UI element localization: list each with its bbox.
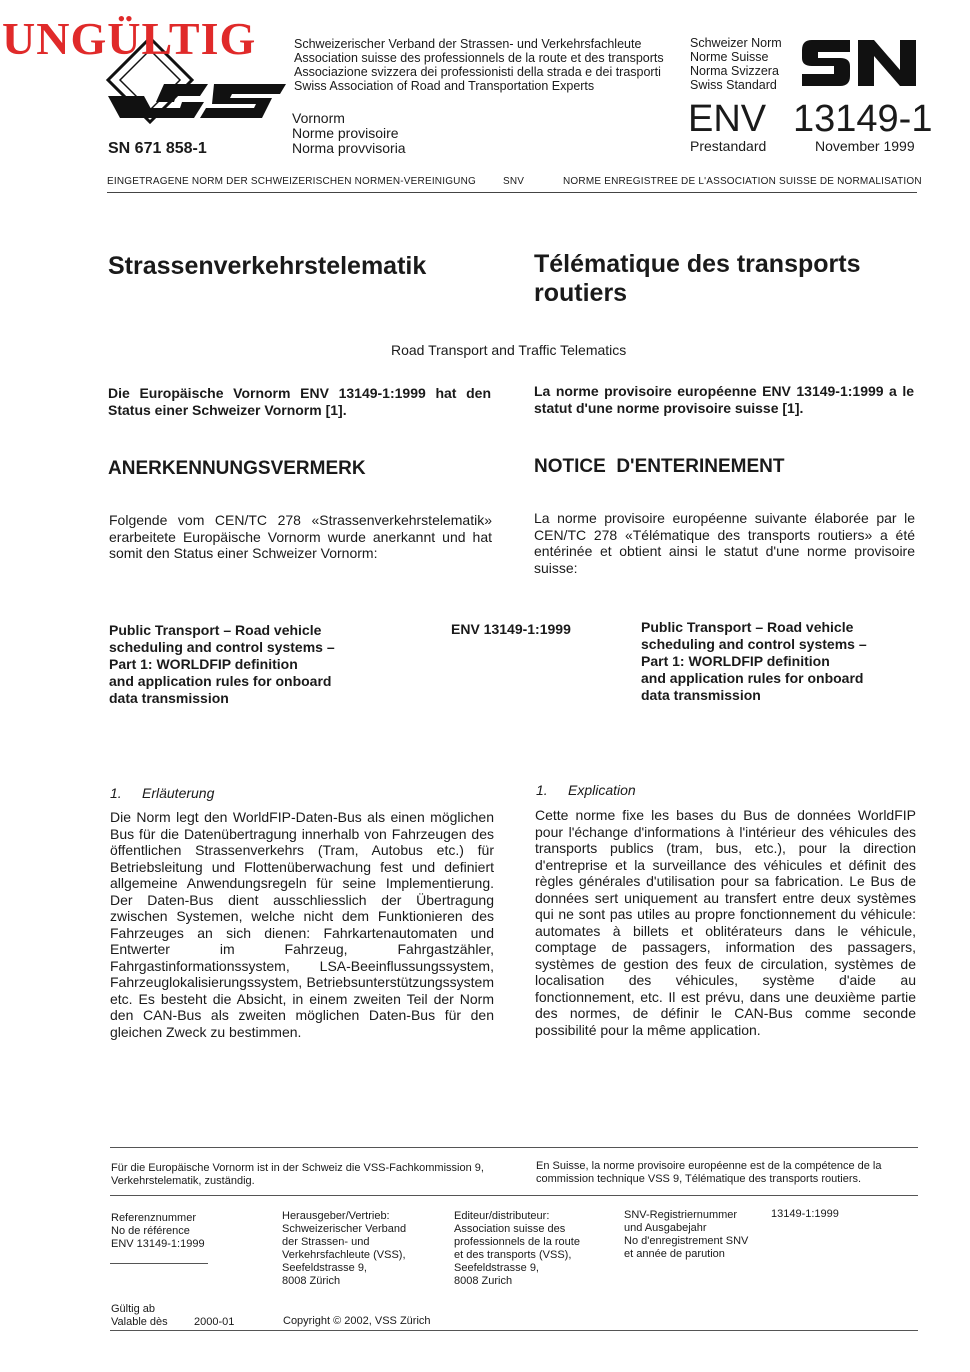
standard-de: Schweizer Norm [690,36,782,50]
valid-from-label: Gültig ab Valable dès [111,1303,168,1328]
valid-from-date: 2000-01 [194,1316,235,1328]
snv-registration-label: SNV-Registriernummer und Ausgabejahr No d'enregistrement SNV et année de parution [624,1209,749,1260]
doc-title-line: and application rules for onboard [109,673,332,689]
registration-snv: SNV [503,176,525,187]
standard-en: Swiss Standard [690,78,777,92]
env-label: ENV [688,98,767,140]
ack-text-french: La norme provisoire européenne suivante élaborée par le CEN/TC 278 «Télématique des transports routiers» a été entérinée et obtient ainsi le statut d'une norme provisoire suisse: [534,510,915,576]
association-line-en: Swiss Association of Road and Transportation Experts [294,79,595,93]
reference-number: Referenznummer No de référence ENV 13149-1:1999 [111,1212,205,1250]
doc-title-line: Part 1: WORLDFIP definition [109,656,298,672]
doc-title-line: Part 1: WORLDFIP definition [641,653,830,669]
doc-title-right [641,619,867,704]
section-heading-french [536,782,636,798]
sn-number: SN 671 858-1 [108,140,207,157]
copyright: Copyright © 2002, VSS Zürich [283,1315,431,1327]
reference-underline [110,1263,208,1264]
status-french: La norme provisoire européenne ENV 13149-1:1999 a le statut d'une norme provisoire suisse [1]. [534,383,914,416]
status-german: Die Europäische Vornorm ENV 13149-1:1999 hat den Status einer Schweizer Vornorm [1]. [108,385,491,418]
section-number: 1. [110,785,122,801]
doc-title-line: scheduling and control systems – [109,639,335,655]
standard-fr: Norme Suisse [690,50,769,64]
association-names [294,37,664,93]
association-line-de: Schweizerischer Verband der Strassen- und Verkehrsfachleute [294,37,642,51]
footer-divider-top [110,1147,918,1148]
prestandard-label: Prestandard [690,138,767,154]
doc-number: ENV 13149-1:1999 [451,621,571,637]
doc-title-line: scheduling and control systems – [641,636,867,652]
association-line-it: Associazione svizzera dei professionisti della strada e dei trasporti [294,65,661,79]
ack-heading-french: NOTICE D'ENTERINEMENT [534,456,785,477]
title-french: Télématique des transports routiers [534,250,861,307]
title-german: Strassenverkehrstelematik [108,252,427,280]
registration-line [107,176,922,193]
doc-title-line: Public Transport – Road vehicle [641,619,854,635]
publisher-german: Herausgeber/Vertrieb: Schweizerischer Verband der Strassen- und Verkehrsfachleute (VSS), Seefeldstrasse 9, 8008 Zürich [282,1210,407,1287]
subtitle-english: Road Transport and Traffic Telematics [391,342,627,358]
snv-registration-number: 13149-1:1999 [771,1208,839,1220]
section-text-french: Cette norme fixe les bases du Bus de données WorldFIP pour l'échange d'informations à l'intérieur des véhicules des transports publics (tram, bus, etc.), pour la direction d'entreprise et la surveillance des véhicules et définit des règles générales d'utilisation pour sa fabrication. Le Bus de données sert uniquement au transfert entre deux systèmes qui ne sont pas utiles au propre fonctionnement du véhicule: automates à billets et oblitérateurs dans le véhicule, comptage de passagers, information des passagers, systèmes de gestion des feux de circulation, systèmes de localisation des véhicules, système d'aide au fonctionnement, etc. Il est prévu, dans une deuxième partie des normes, de définir le CAN-Bus comme seconde possibilité pour la même application. [535,807,916,1038]
doc-title-left [109,622,335,707]
doc-title-line: Public Transport – Road vehicle [109,622,322,638]
section-title: Explication [568,782,636,798]
committee-french: En Suisse, la norme provisoire européenne est de la compétence de la commission technique VSS 9, Télématique des transports routiers. [536,1160,882,1185]
section-title: Erläuterung [142,785,215,801]
doc-title-line: data transmission [109,690,229,706]
provisional-standard-label [292,111,406,156]
registration-de: EINGETRAGENE NORM DER SCHWEIZERISCHEN NORMEN-VEREINIGUNG [107,176,477,187]
association-line-fr: Association suisse des professionnels de la route et des transports [294,51,664,65]
section-text-german: Die Norm legt den WorldFIP-Daten-Bus als einen möglichen Bus für die Datenübertragung innerhalb von Fahrzeugen des öffentlichen Strassenverkehrs (Tram, Autobus etc.) für Betriebsleitung und Flottenüberwachung fest und definiert allgemeine Anwendungsregeln für seine Implementierung. Der Daten-Bus dient ausschliesslich der Übertragung zwischen Systemen, welche nicht dem Funktionieren des Fahrzeuges an sich dienen: Fahrkartenautomaten und Entwerter im Fahrzeug, Fahrgastzähler, Fahrgastinformationssystem, LSA-Beeinflussungssystem, Fahrzeuglokalisierungssystem, Betriebsunterstützungssystem etc. Es besteht die Absicht, in einem zweiten Teil der Norm den CAN-Bus als zweiten möglichen Daten-Bus für den gleichen Zweck zu bestimmen. [110,809,494,1040]
standard-it: Norma Svizzera [690,64,779,78]
publisher-french: Editeur/distributeur: Association suisse des professionnels de la route et des transports (VSS), Seefeldstrasse 9, 8008 Zurich [454,1210,580,1287]
invalid-stamp: UNGÜLTIG [2,13,257,64]
standard-number: 13149-1 [793,98,933,140]
footer-divider-middle [110,1195,918,1196]
section-heading-german [110,785,214,801]
standard-label [690,36,782,92]
doc-title-line: and application rules for onboard [641,670,864,686]
registration-fr: NORME ENREGISTREE DE L'ASSOCIATION SUISSE DE NORMALISATION [563,176,922,187]
sn-logo [800,38,918,88]
ack-heading-german: ANERKENNUNGSVERMERK [108,458,366,479]
provisional-de: Vornorm [292,110,345,126]
publication-date: November 1999 [815,138,915,154]
section-number: 1. [536,782,548,798]
ack-text-german: Folgende vom CEN/TC 278 «Strassenverkehrstelematik» erarbeitete Europäische Vornorm wurde anerkannt und hat somit den Status einer Schweizer Vornorm: [109,512,492,561]
committee-german: Für die Europäische Vornorm ist in der Schweiz die VSS-Fachkommission 9, Verkehrstelematik, zuständig. [111,1162,484,1187]
footer-divider-bottom [110,1330,918,1331]
doc-title-line: data transmission [641,687,761,703]
provisional-it: Norma provvisoria [292,140,406,156]
provisional-fr: Norme provisoire [292,125,399,141]
